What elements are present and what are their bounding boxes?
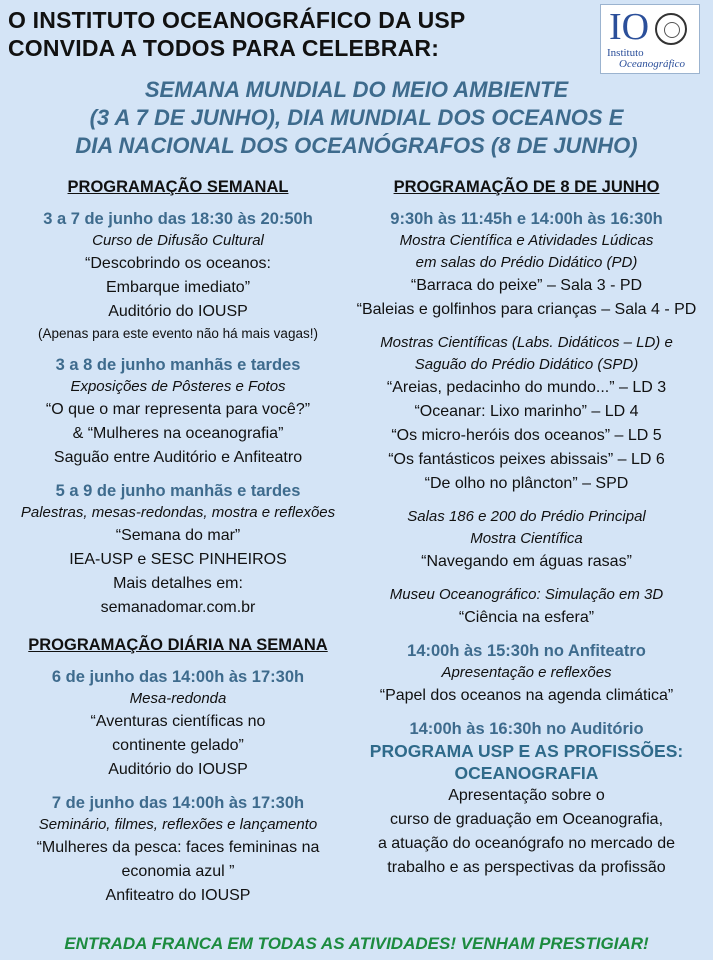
subtitle-line-3: DIA NACIONAL DOS OCEANÓGRAFOS (8 DE JUNHO) [75,133,638,158]
event-type: Seminário, filmes, reflexões e lançamento [38,816,318,833]
event-name-1: “Descobrindo os oceanos: [85,255,271,272]
footer-banner: ENTRADA FRANCA EM TODAS AS ATIVIDADES! VENHAM PRESTIGIAR! [64,934,649,953]
seal-icon [655,13,687,45]
event-when: 6 de junho das 14:00h às 17:30h [51,668,305,686]
right-column [340,176,713,880]
june8-event-5 [340,640,713,708]
event-place: Anfiteatro do IOUSP [105,887,251,904]
event-name-2: continente gelado” [112,737,244,754]
event-place: IEA-USP e SESC PINHEIROS [69,551,287,568]
daily-event-1 [0,666,356,782]
event-place: Saguão entre Auditório e Anfiteatro [53,449,303,466]
weekly-event-1 [0,208,356,344]
program-desc-1: Apresentação sobre o [448,787,605,804]
weekly-title: PROGRAMAÇÃO SEMANAL [67,178,289,196]
event-name-1: “O que o mar representa para você?” [45,401,311,418]
event-type: Curso de Difusão Cultural [92,232,264,249]
june8-event-6 [340,718,713,880]
logo-mark: IO [609,6,650,48]
event-type: Apresentação e reflexões [441,664,612,681]
event-when: 14:00h às 15:30h no Anfiteatro [407,642,646,660]
event-when: 9:30h às 11:45h e 14:00h às 16:30h [390,210,663,228]
institute-logo [600,4,700,74]
event-type-1: Salas 186 e 200 do Prédio Principal [407,508,646,525]
event-item-2: “Baleias e golfinhos para crianças – Sala 4 - PD [356,301,697,318]
logo-name-2: Oceanográfico [619,58,685,70]
logo-name-1: Instituto [607,47,644,59]
event-more: Mais detalhes em: [113,575,243,592]
event-when: 5 a 9 de junho manhãs e tardes [55,482,301,500]
event-name-2: economia azul ” [121,863,235,880]
subtitle-line-2: (3 A 7 DE JUNHO), DIA MUNDIAL DOS OCEANOS E [89,105,624,130]
june8-event-2 [340,332,713,496]
event-item-1: “Barraca do peixe” – Sala 3 - PD [410,277,643,294]
header-line-2: CONVIDA A TODOS PARA CELEBRAR: [8,35,440,61]
daily-title: PROGRAMAÇÃO DIÁRIA NA SEMANA [28,636,328,654]
event-name-1: “Aventuras científicas no [90,713,266,730]
event-name: “Navegando em águas rasas” [421,553,632,570]
event-type-1: Mostra Científica e Atividades Lúdicas [399,232,654,249]
event-name-1: “Mulheres da pesca: faces femininas na [36,839,320,856]
event-item-5: “De olho no plâncton” – SPD [424,475,629,492]
event-name: “Semana do mar” [115,527,241,544]
subtitle-line-1: SEMANA MUNDIAL DO MEIO AMBIENTE [144,77,569,102]
program-desc-2: curso de graduação em Oceanografia, [389,811,664,828]
event-when: 7 de junho das 14:00h às 17:30h [51,794,305,812]
left-column [0,176,356,908]
event-type: Museu Oceanográfico: Simulação em 3D [389,586,664,603]
event-subtitle [0,76,713,160]
june8-event-3 [340,506,713,574]
event-type-2: Saguão do Prédio Didático (SPD) [414,356,639,373]
program-title-1: PROGRAMA USP E AS PROFISSÕES: [369,741,684,761]
june8-title: PROGRAMAÇÃO DE 8 DE JUNHO [393,178,660,196]
event-type-2: em salas do Prédio Didático (PD) [415,254,638,271]
june8-event-4 [340,584,713,630]
event-name: “Ciência na esfera” [458,609,595,626]
event-place: Auditório do IOUSP [108,761,248,778]
weekly-event-2 [0,354,356,470]
event-name: “Papel dos oceanos na agenda climática” [379,687,674,704]
program-title-2: OCEANOGRAFIA [454,763,599,783]
event-item-1: “Areias, pedacinho do mundo...” – LD 3 [386,379,667,396]
page-header [8,6,598,62]
event-when: 14:00h às 16:30h no Auditório [409,720,644,738]
program-desc-3: a atuação do oceanógrafo no mercado de [377,835,676,852]
event-item-4: “Os fantásticos peixes abissais” – LD 6 [388,451,665,468]
event-when: 3 a 8 de junho manhãs e tardes [55,356,301,374]
event-type-1: Mostras Científicas (Labs. Didáticos – LD) e [380,334,673,351]
event-item-2: “Oceanar: Lixo marinho” – LD 4 [414,403,639,420]
daily-event-2 [0,792,356,908]
event-name-2: & “Mulheres na oceanografia” [72,425,284,442]
event-item-3: “Os micro-heróis dos oceanos” – LD 5 [391,427,662,444]
header-line-1: O INSTITUTO OCEANOGRÁFICO DA USP [8,7,466,33]
event-type: Mesa-redonda [129,690,227,707]
june8-event-1 [340,208,713,322]
event-note: (Apenas para este evento não há mais vagas!) [38,326,318,341]
event-type: Palestras, mesas-redondas, mostra e reflexões [20,504,336,521]
event-type-2: Mostra Científica [470,530,583,547]
event-place: Auditório do IOUSP [108,303,248,320]
event-site-link[interactable]: semanadomar.com.br [100,599,256,616]
weekly-event-3 [0,480,356,620]
program-desc-4: trabalho e as perspectivas da profissão [387,859,666,876]
event-name-2: Embarque imediato” [105,279,251,296]
event-type: Exposições de Pôsteres e Fotos [70,378,286,395]
event-when: 3 a 7 de junho das 18:30 às 20:50h [43,210,313,228]
